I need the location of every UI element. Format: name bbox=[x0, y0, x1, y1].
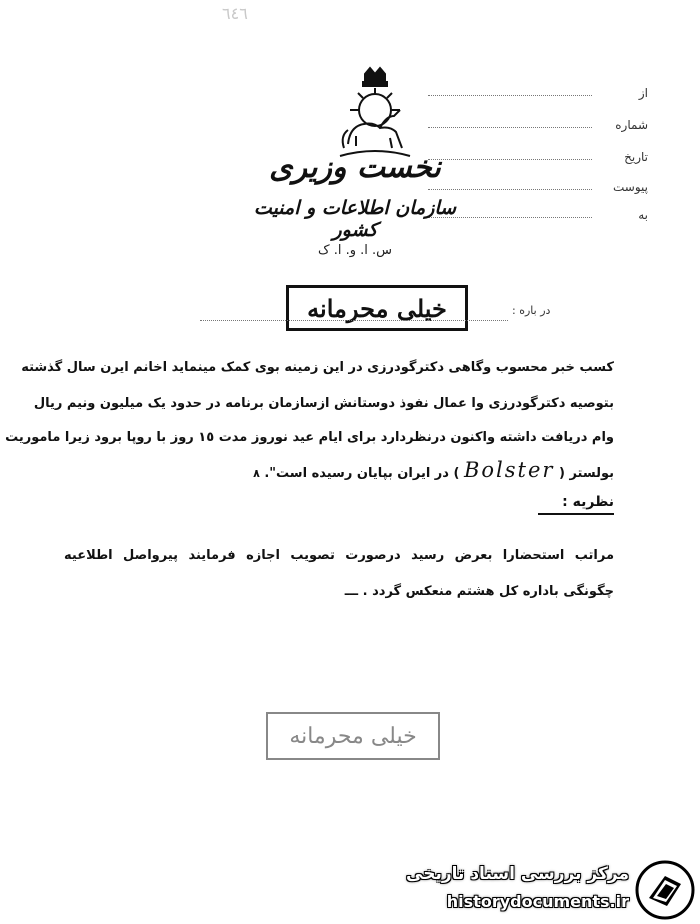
watermark-url: historydocuments.ir bbox=[446, 892, 629, 911]
subject-dotted-line bbox=[200, 320, 508, 321]
meta-label: به bbox=[638, 208, 648, 222]
classification-stamp: خیلی محرمانه bbox=[286, 285, 468, 331]
body-line-4-end: ) در ایران بپایان رسیده است". bbox=[264, 466, 460, 481]
organization-title: نخست وزیری bbox=[269, 150, 441, 185]
meta-dotted-line bbox=[428, 127, 592, 128]
body-line-2: بتوصیه دکترگودرزی وا عمال نفوذ دوستانش ازسازمان برنامه در حدود یک میلیون ونیم ریال bbox=[33, 396, 614, 411]
watermark-title: مرکز بررسی اسناد تاریخی bbox=[406, 864, 629, 884]
body-line-3: وام دریافت داشته واکنون درنظردارد برای ایام عید نوروز مدت ١٥ روز با روپا برود زیرا ماموریت bbox=[5, 430, 614, 445]
subject-label: در باره : bbox=[512, 304, 551, 317]
meta-label: شماره bbox=[615, 118, 648, 132]
meta-field-from bbox=[428, 78, 648, 102]
body-line-4-mark: ٨ bbox=[253, 467, 260, 480]
meta-dotted-line bbox=[428, 95, 592, 96]
watermark bbox=[405, 858, 695, 920]
body-line-1: کسب خبر محسوب وگاهی دکترگودرزی در این زمینه بوی کمک مینماید اخانم ایرن سال گذشته bbox=[21, 360, 614, 375]
body-line-4-start: بولستر ( bbox=[558, 466, 614, 481]
meta-field-number bbox=[428, 110, 648, 134]
opinion-label: نظریه : bbox=[562, 494, 614, 510]
meta-label: پیوست bbox=[613, 180, 648, 194]
meta-label: تاریخ bbox=[624, 150, 648, 164]
meta-field-attachment bbox=[428, 172, 648, 196]
body-line-4 bbox=[253, 458, 614, 482]
top-stamp-number: ٦٤٦ bbox=[222, 4, 248, 23]
meta-field-date bbox=[428, 142, 648, 166]
book-icon bbox=[635, 860, 695, 920]
opinion-underline bbox=[538, 513, 614, 515]
meta-dotted-line bbox=[428, 189, 592, 190]
classification-stamp-bottom: خیلی محرمانه bbox=[266, 712, 440, 760]
latin-name: Bolster bbox=[463, 458, 555, 482]
closing-line-2: چگونگی باداره کل هشتم منعکس گردد . ـــ bbox=[344, 584, 614, 599]
meta-label: از bbox=[638, 86, 648, 100]
lion-and-sun-emblem-icon bbox=[330, 66, 420, 162]
organization-code: س. ا. و. ا. ک bbox=[317, 243, 393, 258]
organization-subtitle: سازمان اطلاعات و امنیت کشور bbox=[253, 197, 457, 241]
closing-line-1: مراتب استحضارا بعرض رسید درصورت تصویب اجازه فرمایند پیرواصل اطلاعیه bbox=[64, 548, 614, 563]
